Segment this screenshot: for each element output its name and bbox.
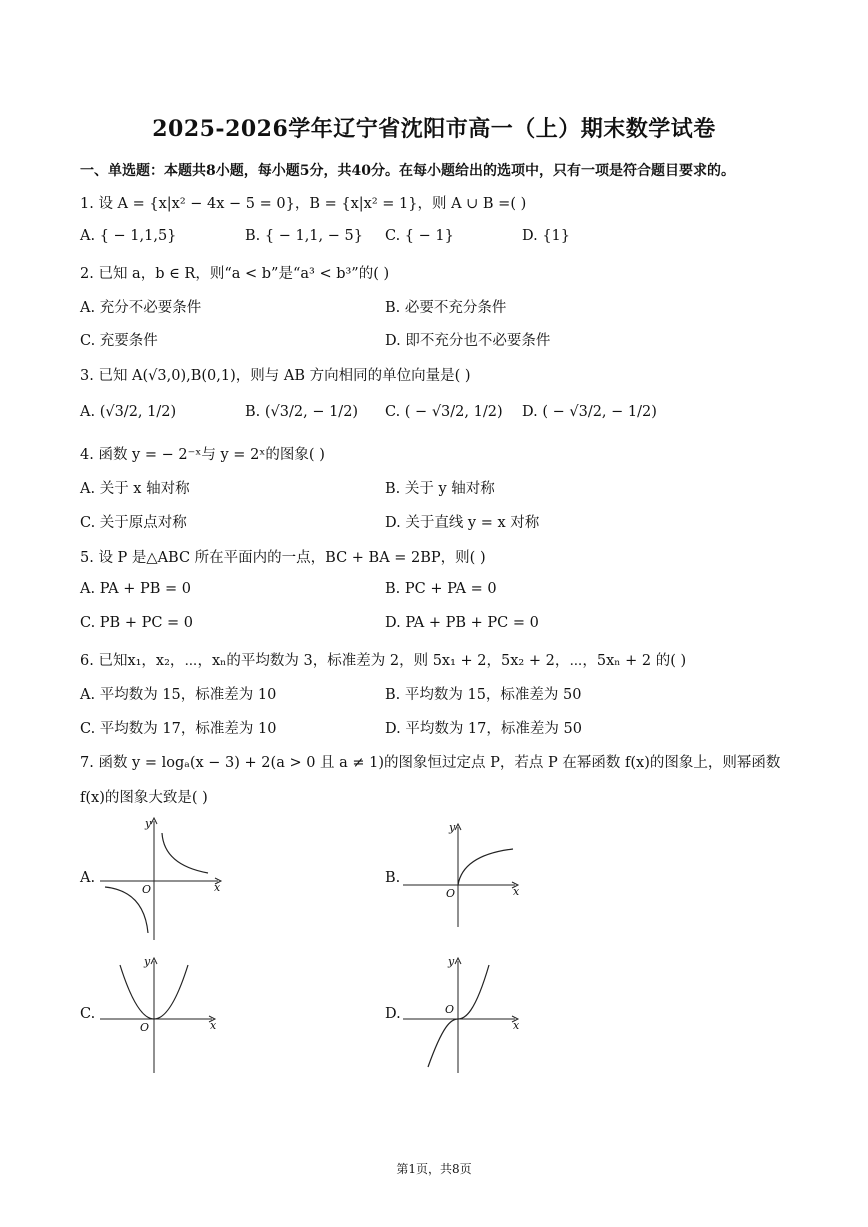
question-4-stem: 4. 函数 y = − 2⁻ˣ与 y = 2ˣ的图象( ) — [80, 447, 325, 463]
q7-graph-d — [403, 955, 533, 1080]
q4-option-c: C. 关于原点对称 — [80, 515, 187, 531]
q7-graph-c-x-label: x — [210, 1019, 217, 1032]
q6-option-a: A. 平均数为 15，标准差为 10 — [80, 687, 277, 703]
q7-option-b-label: B. — [385, 870, 401, 886]
question-6-stem: 6. 已知x₁，x₂，⋯，xₙ的平均数为 3，标准差为 2，则 5x₁ + 2，5x₂ + 2，⋯，5xₙ + 2 的( ) — [80, 653, 687, 669]
q4-option-b: B. 关于 y 轴对称 — [385, 481, 495, 497]
q7-graph-d-x-label: x — [513, 1019, 520, 1032]
q7-option-a-label: A. — [80, 870, 96, 886]
q5-option-a: A. PA + PB = 0 — [80, 581, 191, 597]
q4-option-a: A. 关于 x 轴对称 — [80, 481, 190, 497]
q7-graph-b-origin-label: O — [446, 887, 456, 900]
page-title: 2025-2026学年辽宁省沈阳市高一（上）期末数学试卷 — [152, 116, 716, 142]
q3-option-d: D. ( − √3/2, − 1/2) — [522, 404, 657, 420]
q7-graph-c — [100, 955, 230, 1080]
q1-option-a: A. { − 1,1,5} — [80, 228, 177, 244]
q7-graph-a-y-label: y — [145, 817, 152, 830]
q7-graph-a — [100, 815, 230, 940]
question-2-stem: 2. 已知 a，b ∈ R，则“a < b”是“a³ < b³”的( ) — [80, 266, 390, 282]
q7-graph-a-x-label: x — [214, 881, 221, 894]
section-heading: 一、单选题：本题共8小题，每小题5分，共40分。在每小题给出的选项中，只有一项是符合题目要求的。 — [80, 163, 735, 179]
q7-graph-b-y-label: y — [449, 821, 456, 834]
q4-option-d: D. 关于直线 y = x 对称 — [385, 515, 540, 531]
q6-option-c: C. 平均数为 17，标准差为 10 — [80, 721, 277, 737]
question-7-stem-line2: f(x)的图象大致是( ) — [80, 790, 208, 806]
q2-option-c: C. 充要条件 — [80, 333, 158, 349]
q1-option-b: B. { − 1,1, − 5} — [245, 228, 363, 244]
q6-option-d: D. 平均数为 17，标准差为 50 — [385, 721, 582, 737]
question-7-stem: 7. 函数 y = logₐ(x − 3) + 2(a > 0 且 a ≠ 1)的图象恒过定点 P，若点 P 在幂函数 f(x)的图象上，则幂函数 — [80, 755, 781, 771]
q2-option-b: B. 必要不充分条件 — [385, 300, 507, 316]
q5-option-c: C. PB + PC = 0 — [80, 615, 194, 631]
q3-option-b: B. (√3/2, − 1/2) — [245, 404, 359, 420]
q3-option-c: C. ( − √3/2, 1/2) — [385, 404, 503, 420]
q7-graph-d-origin-label: O — [445, 1003, 455, 1016]
q7-graph-c-y-label: y — [144, 955, 151, 968]
q2-option-a: A. 充分不必要条件 — [80, 300, 202, 316]
q3-option-a: A. (√3/2, 1/2) — [80, 404, 177, 420]
q1-option-c: C. { − 1} — [385, 228, 454, 244]
question-3-stem: 3. 已知 A(√3,0),B(0,1)，则与 AB 方向相同的单位向量是( ) — [80, 368, 471, 384]
q5-option-d: D. PA + PB + PC = 0 — [385, 615, 539, 631]
question-5-stem: 5. 设 P 是△ABC 所在平面内的一点，BC + BA = 2BP，则( ) — [80, 550, 486, 566]
q7-option-c-label: C. — [80, 1006, 96, 1022]
q1-option-d: D. {1} — [522, 228, 571, 244]
q5-option-b: B. PC + PA = 0 — [385, 581, 497, 597]
page-footer: 第1页，共8页 — [396, 1162, 472, 1176]
q6-option-b: B. 平均数为 15，标准差为 50 — [385, 687, 582, 703]
question-1-stem: 1. 设 A = {x|x² − 4x − 5 = 0}，B = {x|x² = 1}，则 A ∪ B =( ) — [80, 196, 527, 212]
q7-graph-a-origin-label: O — [142, 883, 152, 896]
q2-option-d: D. 即不充分也不必要条件 — [385, 333, 551, 349]
q7-graph-b-x-label: x — [513, 885, 520, 898]
q7-option-d-label: D. — [385, 1006, 401, 1022]
q7-graph-b — [403, 815, 533, 940]
q7-graph-c-origin-label: O — [140, 1021, 150, 1034]
q7-graph-d-y-label: y — [448, 955, 455, 968]
